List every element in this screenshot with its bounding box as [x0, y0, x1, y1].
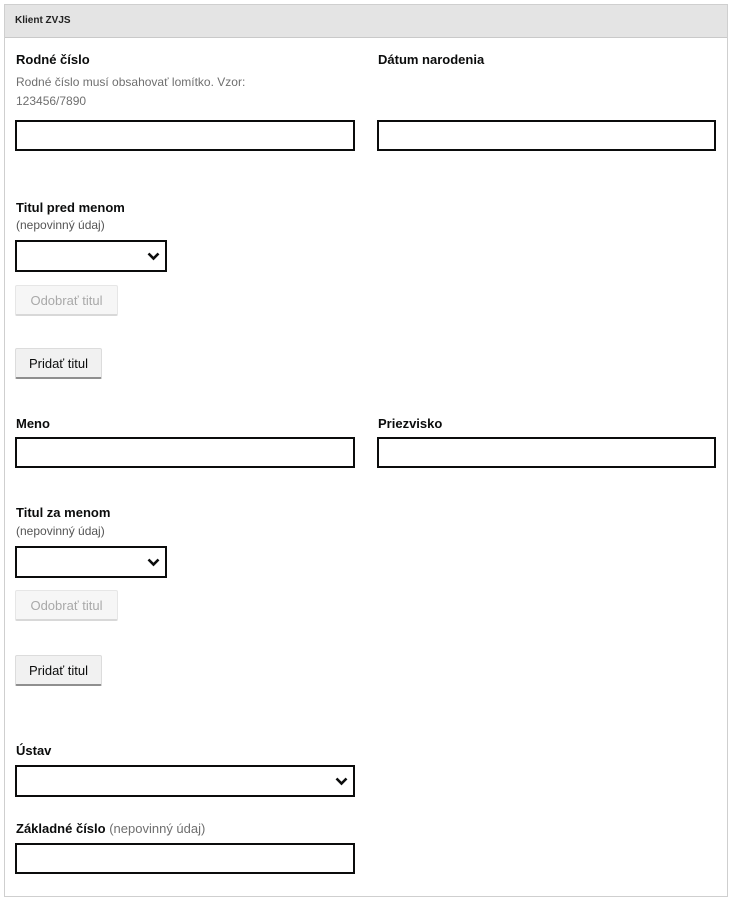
title-before-label: Titul pred menom — [16, 200, 125, 215]
birth-date-label: Dátum narodenia — [378, 52, 485, 67]
add-title-after-button[interactable]: Pridať titul — [15, 655, 102, 686]
title-after-optional: (nepovinný údaj) — [16, 524, 105, 538]
title-after-label: Titul za menom — [16, 505, 111, 520]
panel-title: Klient ZVJS — [15, 15, 71, 26]
base-number-optional: (nepovinný údaj) — [109, 821, 206, 836]
institution-label: Ústav — [16, 743, 52, 758]
remove-title-after-button[interactable]: Odobrať titul — [15, 590, 118, 621]
birth-number-label: Rodné číslo — [16, 52, 90, 67]
birth-date-input[interactable] — [377, 120, 716, 151]
add-title-before-button[interactable]: Pridať titul — [15, 348, 102, 379]
chevron-down-icon — [147, 558, 160, 567]
first-name-label: Meno — [16, 416, 50, 431]
base-number-label — [16, 821, 205, 836]
birth-number-hint — [16, 73, 245, 111]
birth-number-input[interactable] — [15, 120, 355, 151]
remove-title-before-button[interactable]: Odobrať titul — [15, 285, 118, 316]
first-name-input[interactable] — [15, 437, 355, 468]
last-name-label: Priezvisko — [378, 416, 443, 431]
base-number-label-text: Základné číslo — [16, 821, 106, 836]
panel-header — [5, 5, 727, 38]
base-number-input[interactable] — [15, 843, 355, 874]
chevron-down-icon — [147, 252, 160, 261]
title-before-optional: (nepovinný údaj) — [16, 218, 105, 232]
chevron-down-icon — [335, 777, 348, 786]
title-after-select[interactable] — [15, 546, 167, 578]
birth-number-hint-line2: 123456/7890 — [16, 94, 87, 108]
birth-number-hint-line1: Rodné číslo musí obsahovať lomítko. Vzor: — [16, 75, 246, 89]
last-name-input[interactable] — [377, 437, 716, 468]
title-before-select[interactable] — [15, 240, 167, 272]
institution-select[interactable] — [15, 765, 355, 797]
